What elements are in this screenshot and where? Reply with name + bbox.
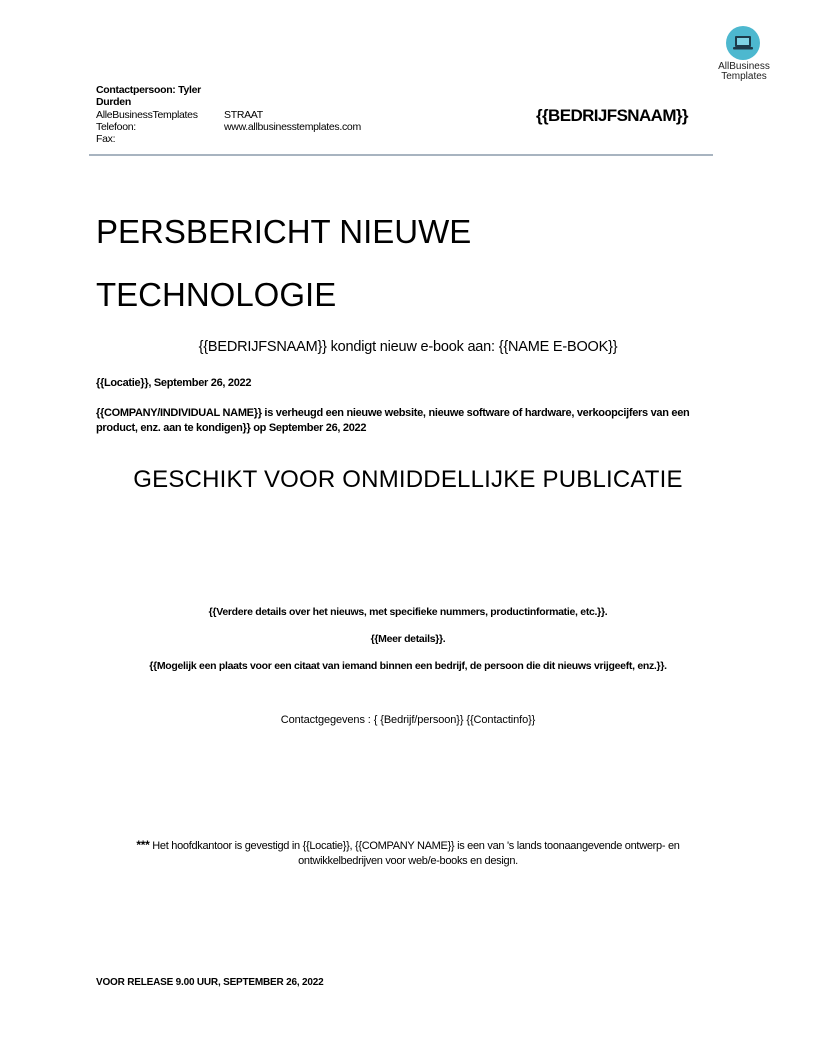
publication-banner: GESCHIKT VOOR ONMIDDELLIJKE PUBLICATIE: [133, 466, 683, 493]
subtitle: {{BEDRIJFSNAAM}} kondigt nieuw e-book aan: {{NAME E-BOOK}}: [198, 339, 618, 355]
logo-text: [700, 62, 788, 82]
dateline: {{Locatie}}, September 26, 2022: [96, 377, 252, 389]
logo-badge: [726, 26, 760, 60]
footnote-text: Het hoofdkantoor is gevestigd in {{Locatie}}, {{COMPANY NAME}} is een van 's lands toonaangevende ontwerp- en ontwikkelbedrijven voor web/e-books en design.: [149, 840, 680, 867]
laptop-icon: [732, 35, 754, 51]
title-line-2: TECHNOLOGIE: [96, 276, 337, 313]
street-label: STRAAT: [224, 109, 263, 121]
website-text: www.allbusinesstemplates.com: [224, 121, 361, 133]
document-title: [96, 200, 471, 326]
release-footer: VOOR RELEASE 9.00 UUR, SEPTEMBER 26, 2022: [96, 977, 324, 988]
footnote: [100, 838, 716, 869]
fax-label: Fax:: [96, 133, 116, 145]
contact-person: Contactpersoon: Tyler Durden: [96, 84, 201, 108]
footnote-stars: ***: [136, 838, 150, 852]
title-line-1: PERSBERICHT NIEUWE: [96, 213, 472, 250]
logo-line-2: Templates: [721, 71, 767, 82]
company-label: AlleBusinessTemplates: [96, 109, 198, 121]
phone-label: Telefoon:: [96, 121, 136, 133]
contact-info: Contactgegevens : { {Bedrijf/persoon}} {{Contactinfo}}: [280, 714, 536, 726]
more-details-paragraph: {{Meer details}}.: [370, 633, 446, 645]
logo-line-1: AllBusiness: [718, 61, 770, 72]
header-divider: [89, 154, 713, 156]
details-paragraph: {{Verdere details over het nieuws, met specifieke nummers, productinformatie, etc.}}.: [208, 606, 608, 618]
company-name-placeholder: {{BEDRIJFSNAAM}}: [536, 106, 688, 125]
quote-paragraph: {{Mogelijk een plaats voor een citaat van iemand binnen een bedrijf, de persoon die dit nieuws vrijgeeft, enz.}}.: [149, 660, 667, 672]
intro-paragraph: {{COMPANY/INDIVIDUAL NAME}} is verheugd een nieuwe website, nieuwe software of hardware, verkoopcijfers van een product, enz. aan te kondigen}} op September 26, 2022: [96, 407, 690, 434]
